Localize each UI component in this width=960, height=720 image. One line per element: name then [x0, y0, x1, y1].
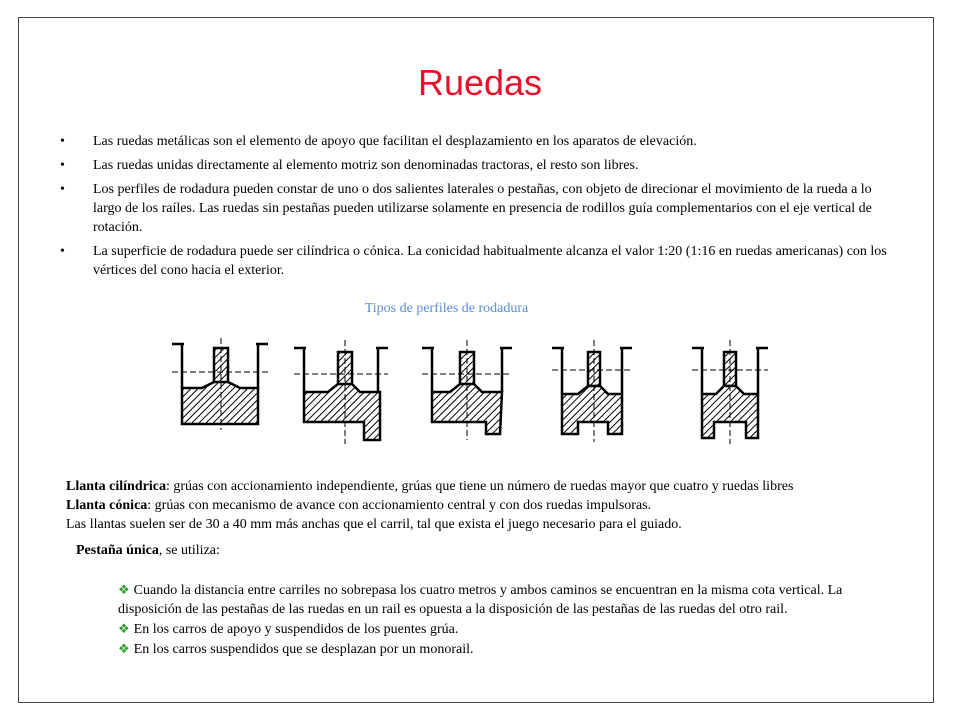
llanta-conica-text: : grúas con mecanismo de avance con accionamiento central y con dos ruedas impulsoras.: [147, 498, 652, 513]
llanta-section: [66, 477, 926, 534]
pestana-heading: [76, 543, 220, 559]
bullet-item: [58, 156, 898, 175]
diamond-bullet-icon: ❖: [118, 641, 130, 656]
bullet-dot: •: [60, 158, 65, 173]
wheel-profile-single-flange: [294, 340, 388, 444]
pestana-item-text: En los carros de apoyo y suspendidos de los puentes grúa.: [133, 622, 459, 637]
diamond-bullet-icon: ❖: [118, 621, 130, 636]
pestana-item-text: Cuando la distancia entre carriles no sobrepasa los cuatro metros y ambos caminos se encuentran en la misma cota vertical. La disposición de las pestañas de las ruedas en un rail es opuesta a la disposición de las pestañas de las ruedas del otro rail.: [118, 583, 843, 617]
pestana-item: [118, 580, 908, 619]
wheel-profiles-figure: [168, 326, 778, 448]
pestana-term: Pestaña única: [76, 543, 159, 558]
wheel-profile-grooved: [692, 340, 768, 444]
bullet-dot: •: [60, 244, 65, 259]
wheel-profile-conical: [422, 340, 512, 440]
pestana-item: [118, 619, 908, 639]
llanta-width-text: Las llantas suelen ser de 30 a 40 mm más anchas que el carril, tal que exista el juego necesario para el guiado.: [66, 517, 682, 532]
slide-title: Ruedas: [417, 62, 543, 103]
llanta-cilindrica-term: Llanta cilíndrica: [66, 479, 166, 494]
wheel-profile-central-flange: [552, 340, 632, 442]
bullet-item: [58, 242, 898, 280]
bullet-text: Los perfiles de rodadura pueden constar de uno o dos salientes laterales o pestañas, con objeto de direcionar el movimiento de la rueda a lo largo de los raíles. Las ruedas sin pestañas pueden utilizarse solamente en presencia de rodillos guía complementarios con el eje vertical de rotación.: [93, 182, 872, 235]
llanta-conica-term: Llanta cónica: [66, 498, 148, 513]
diamond-bullet-icon: ❖: [118, 582, 130, 597]
bullet-dot: •: [60, 182, 65, 197]
bullet-text: La superficie de rodadura puede ser cilíndrica o cónica. La conicidad habitualmente alcanza el valor 1:20 (1:16 en ruedas americanas) con los vértices del cono hacia el exterior.: [93, 244, 887, 278]
wheel-profile-double-flange: [172, 338, 268, 430]
llanta-cilindrica-line: [66, 477, 926, 496]
llanta-conica-line: [66, 496, 926, 515]
bullet-item: [58, 132, 898, 151]
figure-caption: Tipos de perfiles de rodadura: [364, 301, 529, 316]
pestana-item: [118, 639, 908, 659]
bullet-dot: •: [60, 134, 65, 149]
pestana-item-text: En los carros suspendidos que se desplazan por un monorail.: [133, 642, 474, 657]
llanta-cilindrica-text: : grúas con accionamiento independiente, grúas que tiene un número de ruedas mayor que cuatro y ruedas libres: [165, 479, 794, 494]
bullet-text: Las ruedas metálicas son el elemento de apoyo que facilitan el desplazamiento en los aparatos de elevación.: [93, 134, 697, 149]
bullet-item: [58, 180, 898, 237]
pestana-rest: , se utiliza:: [158, 543, 220, 558]
pestana-list: [118, 580, 908, 659]
bullet-list: [58, 132, 898, 285]
bullet-text: Las ruedas unidas directamente al elemento motriz son denominadas tractoras, el resto son libres.: [93, 158, 639, 173]
